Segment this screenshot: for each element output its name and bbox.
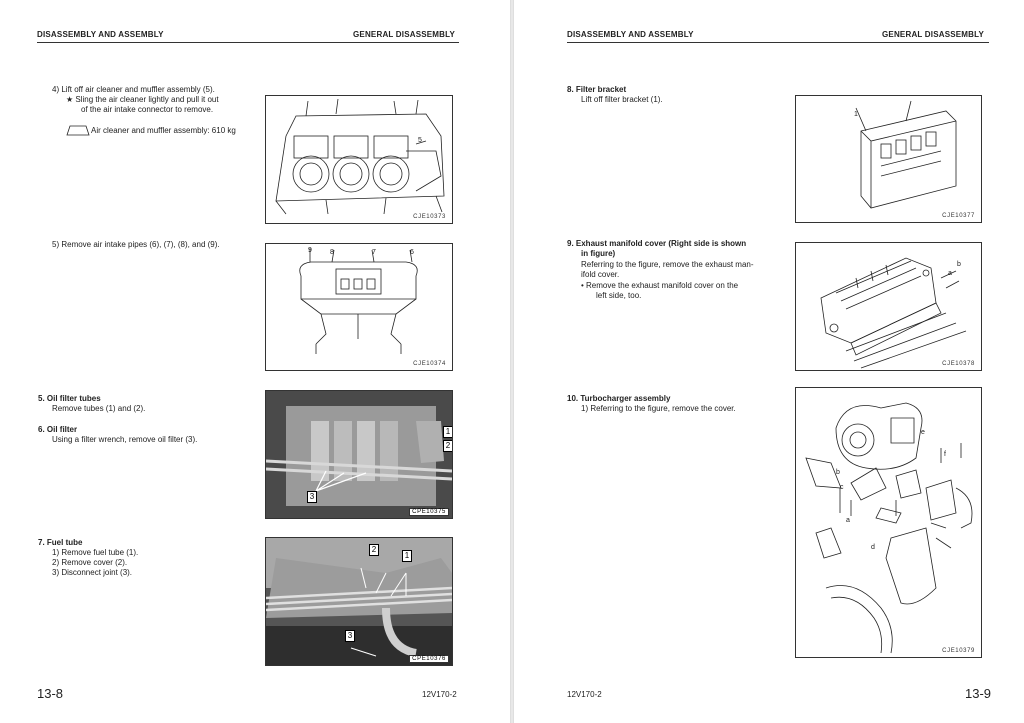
section8-body: Lift off filter bracket (1).	[581, 95, 663, 104]
fig2-callout-7: 7	[372, 249, 376, 256]
section9-body-line1: Referring to the figure, remove the exhaust man-	[581, 260, 754, 269]
step5-text: 5) Remove air intake pipes (6), (7), (8), and (9).	[52, 240, 220, 249]
figure-filter-bracket	[795, 95, 982, 223]
section5-title: 5. Oil filter tubes	[38, 394, 101, 403]
section9-title-line1: 9. Exhaust manifold cover (Right side is shown	[567, 239, 747, 248]
section5-body: Remove tubes (1) and (2).	[52, 404, 146, 413]
section6-title: 6. Oil filter	[38, 425, 78, 434]
fig3-callout-3: 3	[307, 491, 317, 503]
fig4-code: CPE10376	[409, 655, 449, 663]
section6-body: Using a filter wrench, remove oil filter (3).	[52, 435, 198, 444]
figure-exhaust-manifold	[795, 242, 982, 371]
left-header-rule	[37, 42, 459, 43]
left-header-section: DISASSEMBLY AND ASSEMBLY	[37, 30, 164, 39]
weight-icon	[66, 124, 90, 136]
fig7-callout-f: f	[944, 451, 946, 458]
fig3-callout-1: 1	[443, 426, 453, 438]
left-page-number: 13-8	[37, 686, 64, 701]
section9-bullet-line1: • Remove the exhaust manifold cover on the	[581, 281, 739, 290]
right-header-rule	[567, 42, 989, 43]
fig2-code: CJE10374	[413, 361, 446, 367]
section9-body-line2: ifold cover.	[581, 270, 620, 279]
fig7-callout-d: d	[871, 544, 875, 551]
fig7-code: CJE10379	[942, 648, 975, 654]
fig7-callout-e: e	[921, 429, 925, 436]
photo-oil-filter	[265, 390, 453, 519]
fig6-code: CJE10378	[942, 361, 975, 367]
section7-item-3: 3) Disconnect joint (3).	[52, 568, 133, 577]
step4-weight	[91, 126, 236, 137]
fig7-callout-c: c	[840, 484, 844, 491]
fig6-callout-a: a	[948, 270, 952, 277]
section7-item-2: 2) Remove cover (2).	[52, 558, 128, 567]
left-model-label: 12V170-2	[422, 690, 457, 699]
right-page	[514, 0, 1024, 723]
section10-body: 1) Referring to the figure, remove the cover.	[581, 404, 736, 413]
photo-fuel-tube	[265, 537, 453, 666]
right-header-chapter: GENERAL DISASSEMBLY	[882, 30, 985, 39]
fig5-code: CJE10377	[942, 213, 975, 219]
fig2-callout-9: 9	[308, 247, 312, 254]
section8-title: 8. Filter bracket	[567, 85, 627, 94]
fig4-callout-1: 1	[402, 550, 412, 562]
fig7-callout-b: b	[836, 469, 840, 476]
fig7-callout-a: a	[846, 517, 850, 524]
step4-line1: 4) Lift off air cleaner and muffler assembly (5).	[52, 85, 215, 94]
section7-title: 7. Fuel tube	[38, 538, 83, 547]
right-model-label: 12V170-2	[567, 690, 602, 699]
figure-turbocharger	[795, 387, 982, 658]
fig1-callout: 5	[418, 137, 422, 144]
fig2-callout-8: 8	[330, 249, 334, 256]
filter-bracket-drawing	[796, 96, 981, 222]
step4-weight-text: Air cleaner and muffler assembly: 610 kg	[91, 126, 236, 135]
section9-bullet-line2: left side, too.	[596, 291, 642, 300]
left-header-chapter: GENERAL DISASSEMBLY	[353, 30, 456, 39]
fig1-code: CJE10373	[413, 214, 446, 220]
fig5-callout-1: 1	[854, 111, 858, 118]
figure-intake-pipes	[265, 243, 453, 371]
fig6-callout-b: b	[957, 261, 961, 268]
fig2-callout-6: 6	[410, 249, 414, 256]
section9-title-line2: in figure)	[581, 249, 616, 258]
exhaust-manifold-drawing	[796, 243, 981, 370]
fig4-callout-2: 2	[369, 544, 379, 556]
air-cleaner-drawing	[266, 96, 452, 223]
figure-air-cleaner	[265, 95, 453, 224]
turbocharger-drawing	[796, 388, 981, 657]
right-page-number: 13-9	[965, 686, 992, 701]
intake-pipes-drawing	[266, 244, 452, 370]
right-header-section: DISASSEMBLY AND ASSEMBLY	[567, 30, 694, 39]
fig3-callout-2: 2	[443, 440, 453, 452]
fuel-tube-photo-drawing	[266, 538, 452, 665]
left-page	[0, 0, 510, 723]
section7-item-1: 1) Remove fuel tube (1).	[52, 548, 139, 557]
fig3-code: CPE10375	[409, 508, 449, 516]
step4-line3: of the air intake connector to remove.	[81, 105, 214, 114]
oil-filter-photo-drawing	[266, 391, 452, 518]
fig4-callout-3: 3	[345, 630, 355, 642]
step4-line2: ★ Sling the air cleaner lightly and pull it out	[66, 95, 219, 104]
section10-title: 10. Turbocharger assembly	[567, 394, 671, 403]
